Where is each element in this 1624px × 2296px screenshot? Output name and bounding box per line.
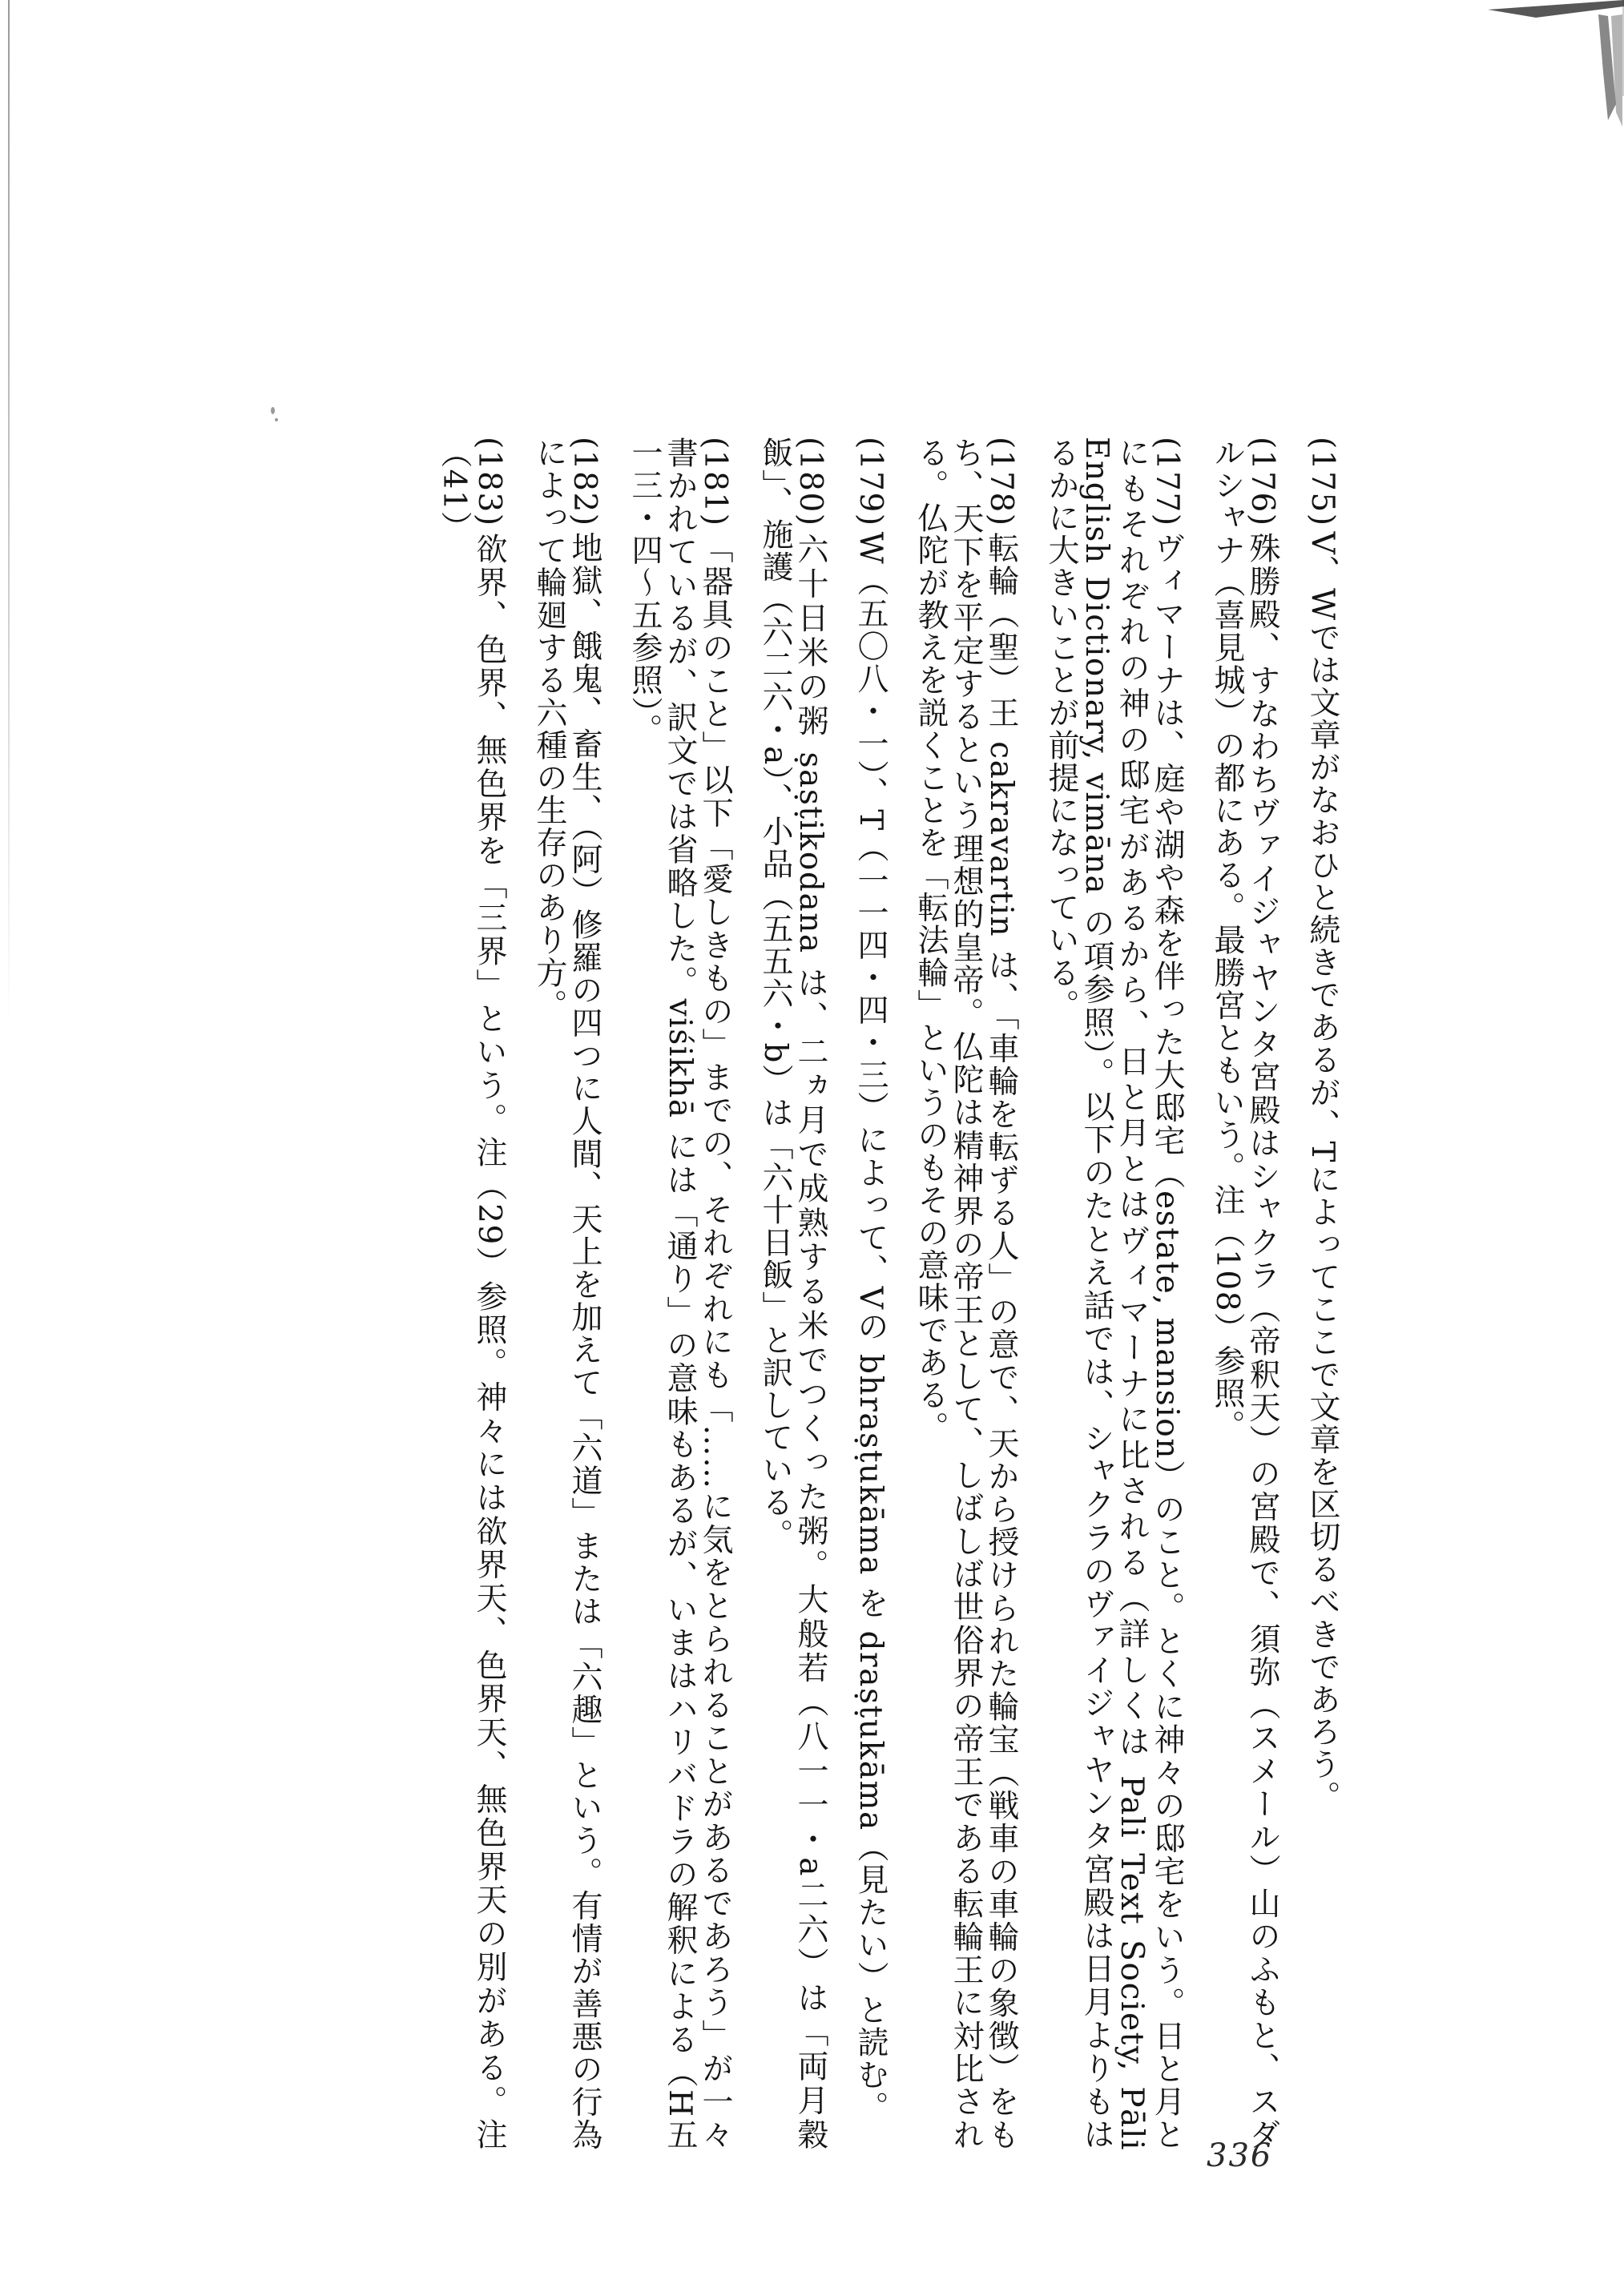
note-number: (176) xyxy=(1244,437,1280,527)
note-number: (180) xyxy=(792,437,828,527)
scan-speck xyxy=(271,407,275,414)
note-176 xyxy=(1209,437,1279,2151)
note-number: (183) xyxy=(471,437,507,527)
note-text: 殊勝殿、すなわちヴァイジャヤンタ宮殿はシャクラ（帝釈天）の宮殿で、須弥（スメール）山のふもと、スダルシャナ（喜見城）の都にある。最勝宮ともいう。注（108）参照。 xyxy=(1209,437,1280,2151)
note-number: (175) xyxy=(1304,437,1340,527)
note-183 xyxy=(436,437,506,2151)
note-number: (181) xyxy=(697,437,733,527)
note-180 xyxy=(757,437,828,2151)
note-text: 地獄、餓鬼、畜生、（阿）修羅の四つに人間、天上を加えて「六道」または「六趣」という。有情が善悪の行為によって輪廻する六種の生存のあり方。 xyxy=(531,437,602,2151)
note-text: ヴィマーナは、庭や湖や森を伴った大邸宅（estate, mansion）のこと。とくに神々の邸宅をいう。日と月とにもそれぞれの神の邸宅があるから、日と月とはヴィマーナに比される（詳しくは Pali Text Society, Pāli English Dictionary, vimāna の項参照）。以下のたとえ話では、シャクラのヴァイジャヤンタ宮殿は日月よりもはるかに大きいことが前提になっている。 xyxy=(1043,437,1185,2151)
note-number: (179) xyxy=(852,437,889,527)
scan-speck xyxy=(275,418,278,421)
note-text: W（五〇八・一）、T（一一四・四・三）によって、Vの bhraṣṭukāma を draṣṭukāma（見たい）と読む。 xyxy=(852,531,889,2124)
page-number: 336 xyxy=(1207,2137,1273,2174)
note-text: 「器具のこと」以下「愛しきもの」までの、それぞれにも「……に気をとられることがあるであろう」が一々書かれているが、訳文では省略した。viśikhā には「通り」の意味もあるが、いまはハリバドラの解釈による（H五一三・四〜五参照）。 xyxy=(627,437,733,2151)
note-text: 転輪（聖）王 cakravartin は、「車輪を転ずる人」の意で、天から授けられた輪宝（戦車の車輪の象徴）をもち、天下を平定するという理想的皇帝。仏陀は精神界の帝王として、しばしば世俗界の帝王である転輪王に対比される。仏陀が教えを説くことを「転法輪」というのもその意味である。 xyxy=(913,437,1019,2151)
note-text: V、Wでは文章がなおひと続きであるが、Tによってここで文章を区切るべきであろう。 xyxy=(1304,531,1340,1814)
note-number: (177) xyxy=(1149,437,1185,527)
note-number: (178) xyxy=(983,437,1019,527)
note-text: 六十日米の粥 ṣaṣṭikodana は、二ヵ月で成熟する米でつくった粥。大般若（八一一・a二六）は「両月穀飯」、施護（六二六・a）、小品（五五六・b）は「六十日飯」と訳している。 xyxy=(757,437,828,2151)
note-178 xyxy=(913,437,1018,2151)
note-text: 欲界、色界、無色界を「三界」という。注（29）参照。神々には欲界天、色界天、無色界天の別がある。注（41） xyxy=(436,437,507,2151)
note-175 xyxy=(1304,437,1340,2151)
scan-corner-artifact xyxy=(1488,0,1624,128)
notes-block xyxy=(436,437,1340,2151)
scan-shadow-left xyxy=(8,0,10,1025)
note-179 xyxy=(852,437,888,2151)
note-182 xyxy=(531,437,602,2151)
note-181 xyxy=(627,437,732,2151)
note-number: (182) xyxy=(566,437,602,527)
note-177 xyxy=(1043,437,1184,2151)
